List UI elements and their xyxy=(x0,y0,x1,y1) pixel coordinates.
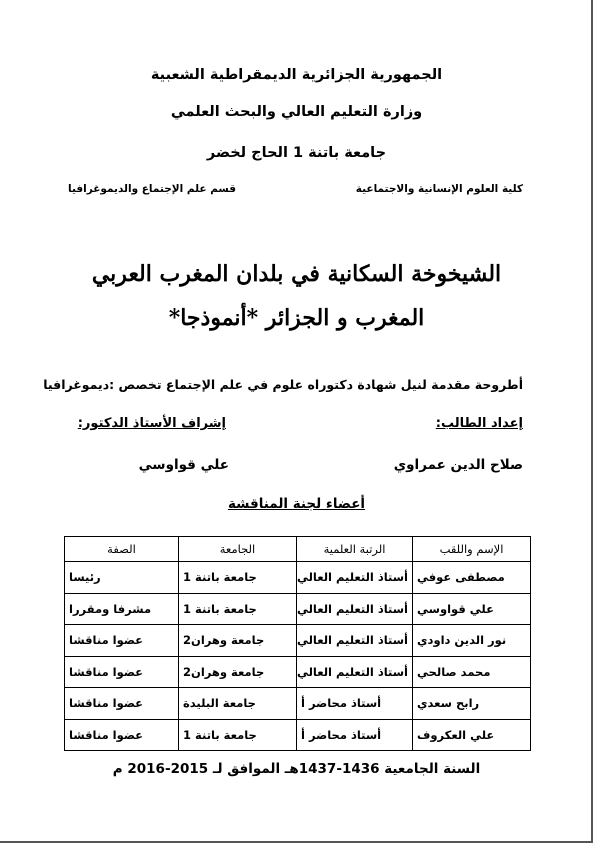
member-role: عضوا مناقشا xyxy=(65,625,179,657)
table-row xyxy=(65,688,531,720)
member-name: علي العكروف xyxy=(413,719,531,751)
student-name: صلاح الدين عمراوي xyxy=(393,457,523,473)
member-role: رئيسا xyxy=(65,562,179,594)
member-rank: أستاذ محاضر أ xyxy=(297,688,413,720)
supervisor-label: إشراف الأستاذ الدكتور: xyxy=(77,416,226,431)
member-name: مصطفى عوفي xyxy=(413,562,531,594)
member-name: محمد صالحي xyxy=(413,656,531,688)
thesis-statement: أطروحة مقدمة لنيل شهادة دكتوراه علوم في علم الإجتماع تخصص :ديموغرافيا xyxy=(43,377,523,392)
member-rank: أستاذ محاضر أ xyxy=(297,719,413,751)
member-university: جامعة وهران2 xyxy=(179,656,297,688)
member-rank: أستاذ التعليم العالي xyxy=(297,625,413,657)
department-name: قسم علم الإجتماع والديموغرافيا xyxy=(68,183,236,195)
table-row xyxy=(65,593,531,625)
faculty-name: كلية العلوم الإنسانية والاجتماعية xyxy=(355,183,523,195)
member-rank: أستاذ التعليم العالي xyxy=(297,593,413,625)
member-rank: أستاذ التعليم العالي xyxy=(297,656,413,688)
university-heading: جامعة باتنة 1 الحاج لخضر xyxy=(206,145,387,161)
member-university: جامعة البليدة xyxy=(179,688,297,720)
committee-heading: أعضاء لجنة المناقشة xyxy=(227,496,366,512)
column-header-rank: الرتبة العلمية xyxy=(297,537,413,562)
member-role: عضوا مناقشا xyxy=(65,688,179,720)
member-university: جامعة وهران2 xyxy=(179,625,297,657)
member-university: جامعة باتنة 1 xyxy=(179,719,297,751)
academic-year: السنة الجامعية 1436-1437هـ الموافق لـ 2015-2016 م xyxy=(112,761,481,777)
committee-table-header xyxy=(65,537,531,562)
table-row xyxy=(65,625,531,657)
column-header-role: الصفة xyxy=(65,537,179,562)
committee-table xyxy=(64,536,531,751)
member-name: علي قواوسي xyxy=(413,593,531,625)
column-header-name: الإسم واللقب xyxy=(413,537,531,562)
column-header-university: الجامعة xyxy=(179,537,297,562)
member-role: عضوا مناقشا xyxy=(65,719,179,751)
supervisor-name: علي قواوسي xyxy=(138,457,229,473)
member-university: جامعة باتنة 1 xyxy=(179,593,297,625)
member-name: نور الدين داودي xyxy=(413,625,531,657)
member-university: جامعة باتنة 1 xyxy=(179,562,297,594)
table-row xyxy=(65,719,531,751)
table-row xyxy=(65,656,531,688)
thesis-title-line-1: الشيخوخة السكانية في بلدان المغرب العربي xyxy=(91,261,502,287)
student-label: إعداد الطالب: xyxy=(435,416,523,431)
republic-heading: الجمهورية الجزائرية الديمقراطية الشعبية xyxy=(150,67,443,83)
table-row xyxy=(65,562,531,594)
thesis-title-line-2: المغرب و الجزائر *أنموذجا* xyxy=(168,305,425,331)
member-role: مشرفا ومقررا xyxy=(65,593,179,625)
member-name: رابح سعدي xyxy=(413,688,531,720)
ministry-heading: وزارة التعليم العالي والبحث العلمي xyxy=(170,104,423,120)
member-rank: أستاذ التعليم العالي xyxy=(297,562,413,594)
member-role: عضوا مناقشا xyxy=(65,656,179,688)
